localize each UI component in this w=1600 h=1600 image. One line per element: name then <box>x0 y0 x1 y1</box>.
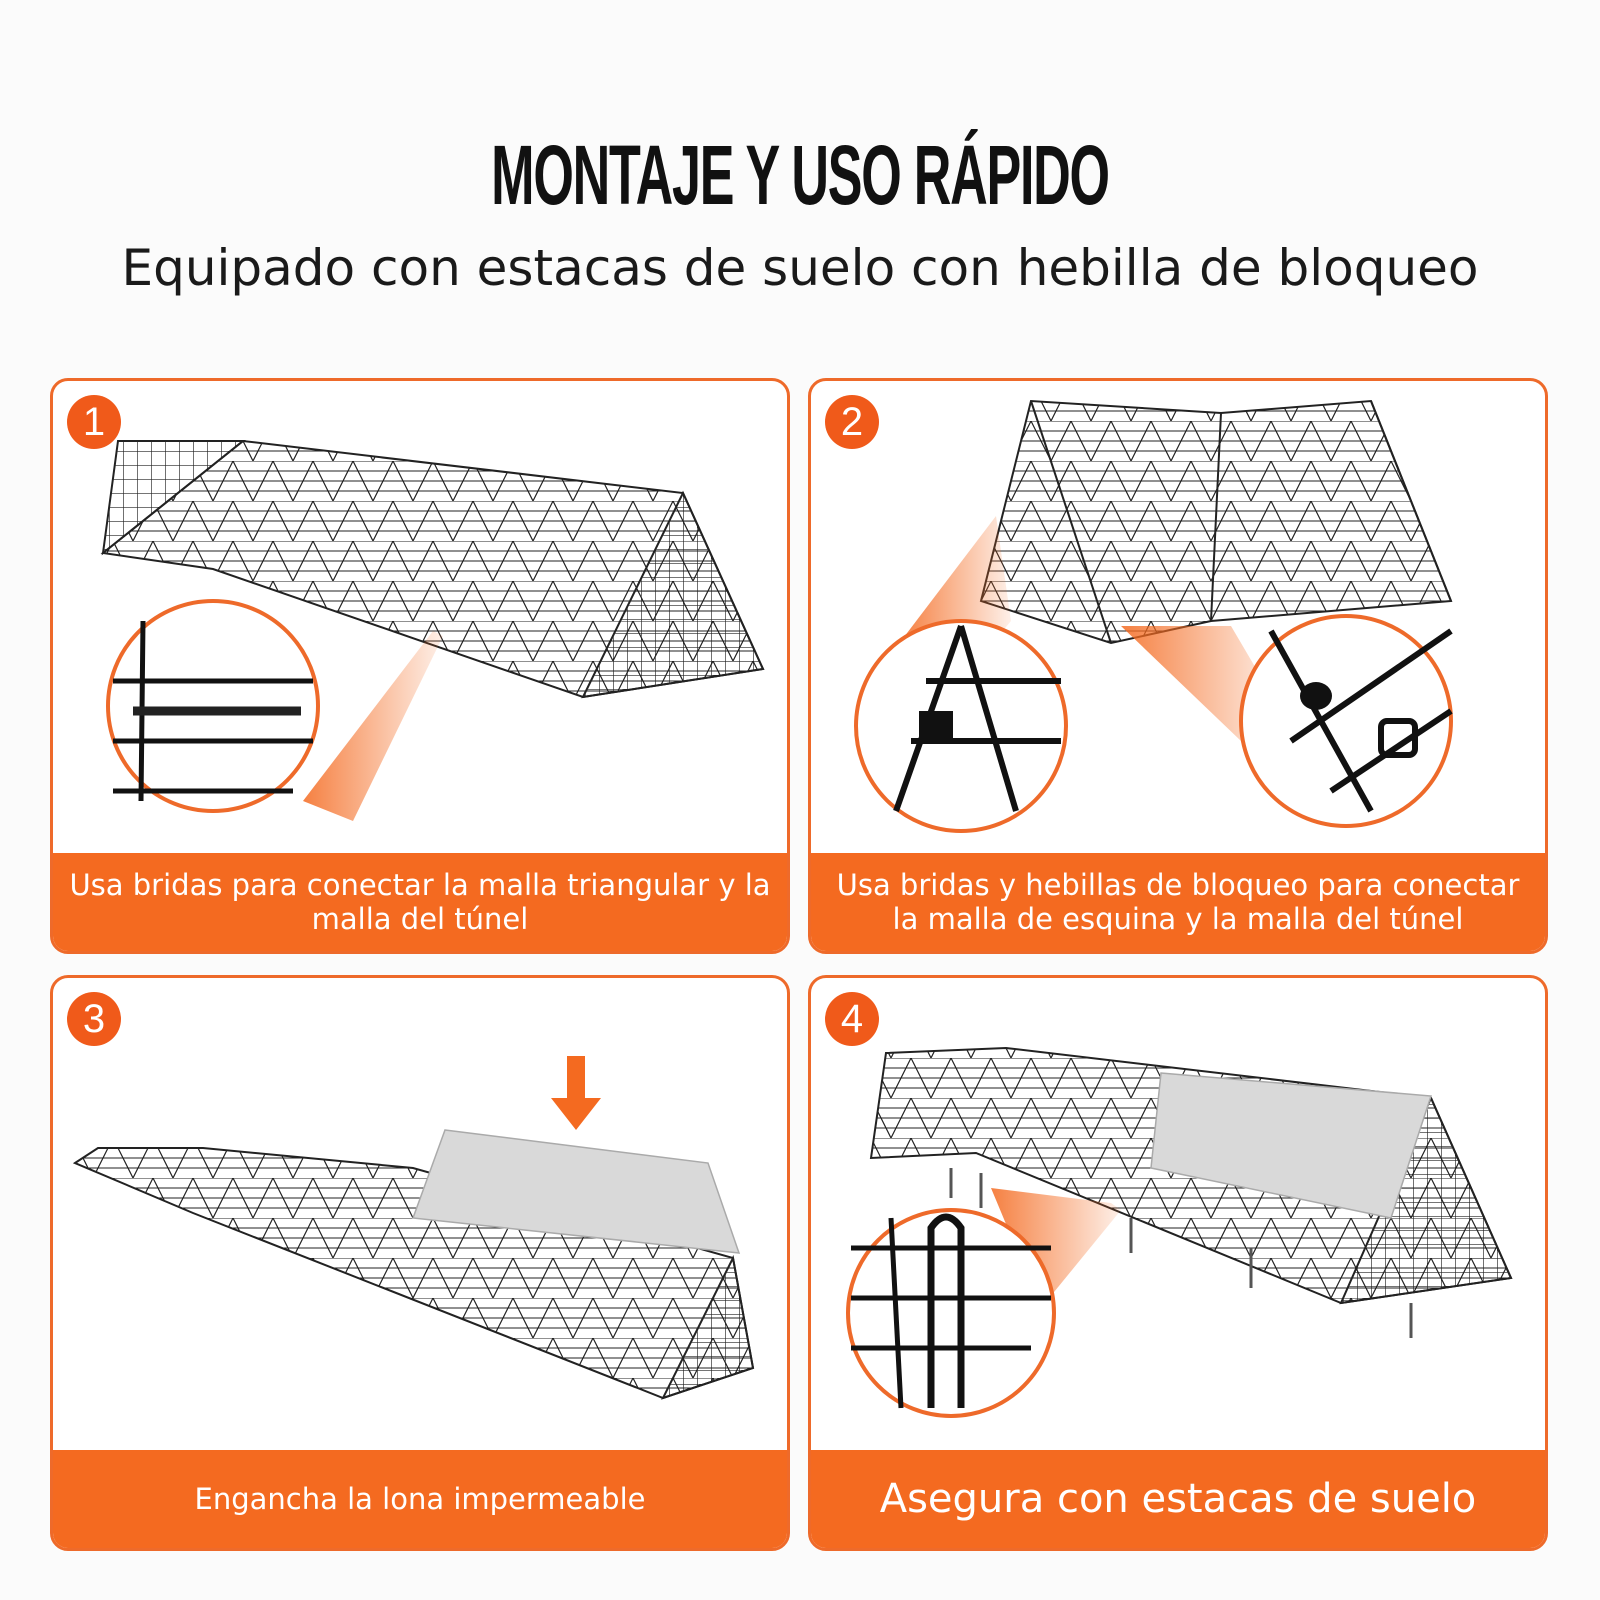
down-arrow-icon <box>551 1056 601 1130</box>
step-2-panel <box>808 378 1548 954</box>
step-number-badge: 4 <box>825 992 879 1046</box>
step-3-panel <box>50 975 790 1551</box>
tarp-install-illustration <box>53 978 787 1458</box>
page-subtitle: Equipado con estacas de suelo con hebilla de bloqueo <box>121 239 1479 297</box>
step-number-badge: 1 <box>67 395 121 449</box>
corner-mesh-illustration <box>811 381 1545 861</box>
step-4-panel <box>808 975 1548 1551</box>
step-caption: Asegura con estacas de suelo <box>811 1450 1545 1548</box>
step-caption: Usa bridas y hebillas de bloqueo para conectar la malla de esquina y la malla del túnel <box>811 853 1545 951</box>
tunnel-mesh-illustration <box>53 381 787 861</box>
page-title: MONTAJE Y USO RÁPIDO <box>491 128 1109 222</box>
step-1-panel <box>50 378 790 954</box>
step-number-badge: 3 <box>67 992 121 1046</box>
step-number-badge: 2 <box>825 395 879 449</box>
ground-stakes-illustration <box>811 978 1545 1458</box>
step-caption: Engancha la lona impermeable <box>53 1450 787 1548</box>
step-caption: Usa bridas para conectar la malla triangular y la malla del túnel <box>53 853 787 951</box>
